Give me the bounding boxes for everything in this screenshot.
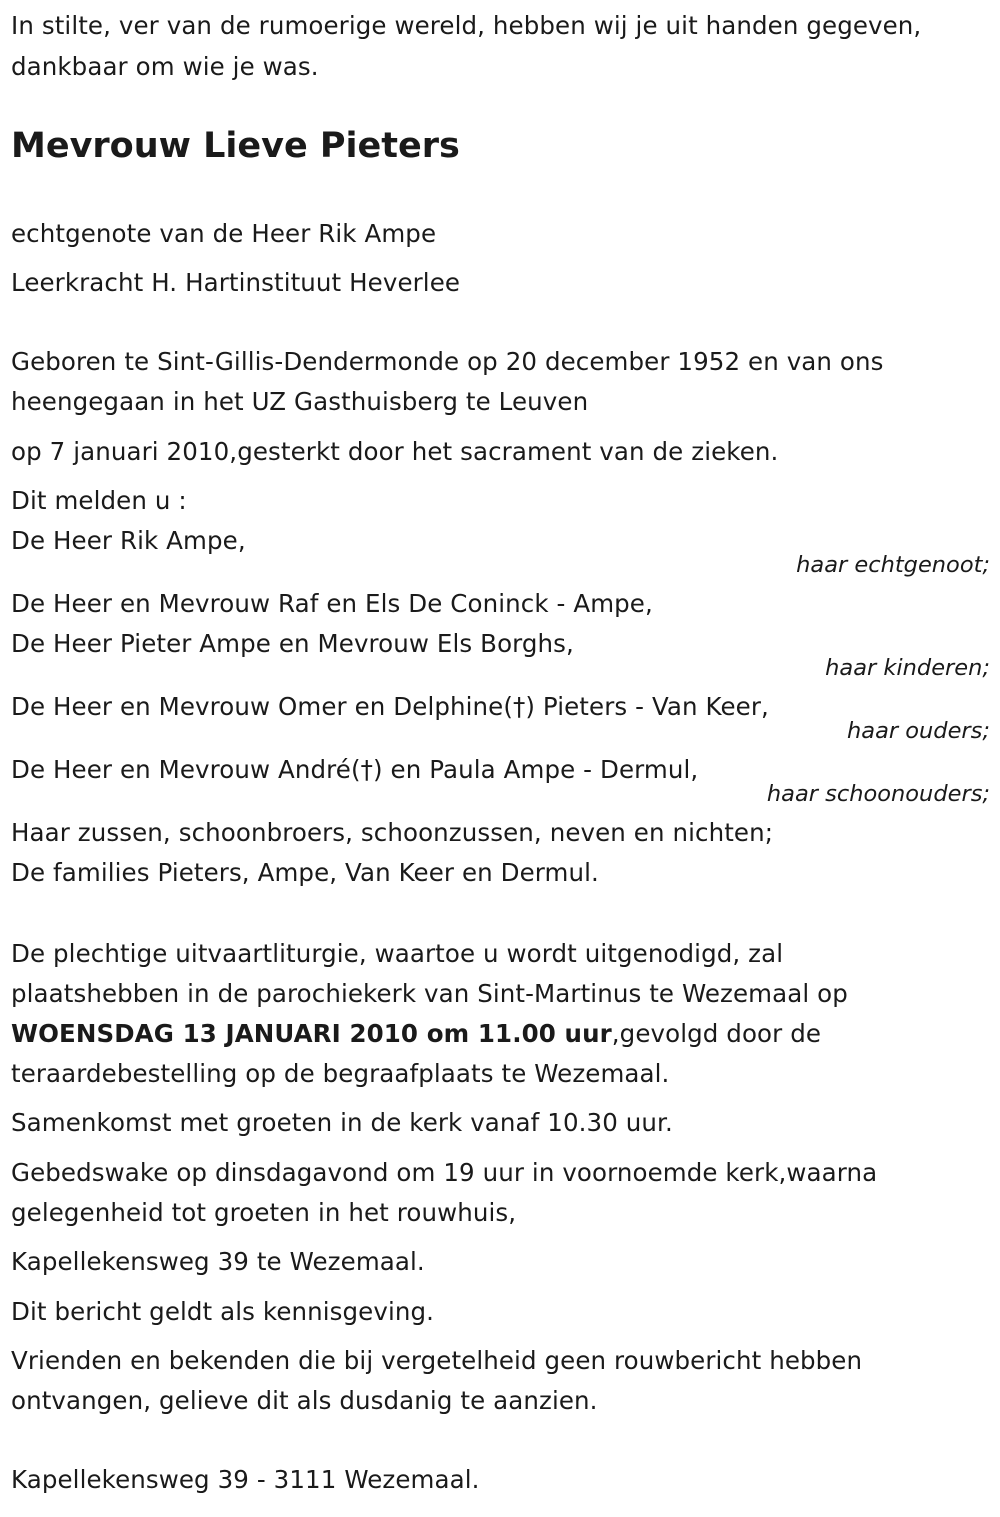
gathering-line: Samenkomst met groeten in de kerk vanaf 10.30 uur. xyxy=(11,1108,673,1137)
notice-line: Dit bericht geldt als kennisgeving. xyxy=(11,1297,435,1326)
funeral-line-1: De plechtige uitvaartliturgie, waartoe u wordt uitgenodigd, zal xyxy=(11,939,784,968)
funeral-date: WOENSDAG 13 JANUARI 2010 om 11.00 uur xyxy=(11,1019,612,1048)
announcer-child-1: De Heer en Mevrouw Raf en Els De Coninck - Ampe, xyxy=(11,589,653,618)
intro-line-1: In stilte, ver van de rumoerige wereld, hebben wij je uit handen gegeven, xyxy=(11,11,922,40)
death-line: op 7 januari 2010,gesterkt door het sacrament van de zieken. xyxy=(11,437,779,466)
relation-children: haar kinderen; xyxy=(825,655,990,681)
vigil-line-2: gelegenheid tot groeten in het rouwhuis, xyxy=(11,1198,517,1227)
relation-in-laws: haar schoonouders; xyxy=(766,781,990,807)
announcers-intro: Dit melden u : xyxy=(11,486,187,515)
spouse-line: echtgenote van de Heer Rik Ampe xyxy=(11,219,437,248)
birth-line-2: heengegaan in het UZ Gasthuisberg te Leuven xyxy=(11,387,589,416)
funeral-line-4: teraardebestelling op de begraafplaats te Wezemaal. xyxy=(11,1059,670,1088)
announcer-families: De families Pieters, Ampe, Van Keer en Dermul. xyxy=(11,858,599,887)
intro-line-2: dankbaar om wie je was. xyxy=(11,52,319,81)
birth-line-1: Geboren te Sint-Gillis-Dendermonde op 20 december 1952 en van ons xyxy=(11,347,884,376)
funeral-line-2: plaatshebben in de parochiekerk van Sint-Martinus te Wezemaal op xyxy=(11,979,848,1008)
vigil-line-1: Gebedswake op dinsdagavond om 19 uur in voornoemde kerk,waarna xyxy=(11,1158,878,1187)
announcer-in-laws: De Heer en Mevrouw André(†) en Paula Ampe - Dermul, xyxy=(11,755,699,784)
announcer-child-2: De Heer Pieter Ampe en Mevrouw Els Borghs, xyxy=(11,629,574,658)
funeral-line-3 xyxy=(11,1014,821,1054)
vigil-address: Kapellekensweg 39 te Wezemaal. xyxy=(11,1247,425,1276)
occupation-line: Leerkracht H. Hartinstituut Heverlee xyxy=(11,268,461,297)
announcer-spouse: De Heer Rik Ampe, xyxy=(11,526,246,555)
announcer-parents: De Heer en Mevrouw Omer en Delphine(†) Pieters - Van Keer, xyxy=(11,692,769,721)
announcer-siblings: Haar zussen, schoonbroers, schoonzussen, neven en nichten; xyxy=(11,818,774,847)
friends-line-1: Vrienden en bekenden die bij vergetelheid geen rouwbericht hebben xyxy=(11,1346,863,1375)
address-line: Kapellekensweg 39 - 3111 Wezemaal. xyxy=(11,1465,480,1494)
funeral-line-3-rest: ,gevolgd door de xyxy=(611,1019,822,1048)
relation-spouse: haar echtgenoot; xyxy=(796,552,990,578)
relation-parents: haar ouders; xyxy=(847,718,990,744)
friends-line-2: ontvangen, gelieve dit als dusdanig te aanzien. xyxy=(11,1386,598,1415)
deceased-name: Mevrouw Lieve Pieters xyxy=(11,126,460,166)
